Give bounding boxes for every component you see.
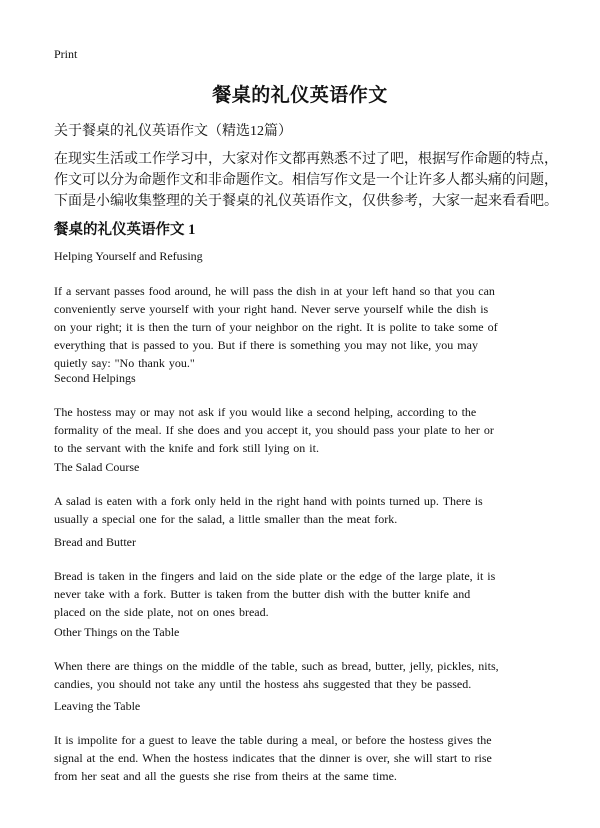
intro-paragraph (54, 149, 558, 212)
section-other-things (54, 625, 550, 693)
section-heading: The Salad Course (54, 460, 140, 474)
paragraph-line: usually a special one for the salad, a little smaller than the meat fork. (54, 512, 398, 526)
paragraph-line: The hostess may or may not ask if you would like a second helping, according to the (54, 405, 477, 419)
section-helping-yourself (54, 249, 550, 372)
paragraph-line: If a servant passes food around, he will pass the dish in at your left hand so that you can (54, 284, 495, 298)
section-heading: Second Helpings (54, 371, 136, 385)
paragraph-line: Bread is taken in the fingers and laid on the side plate or the edge of the large plate, it is (54, 569, 496, 583)
section-salad-course (54, 460, 550, 528)
section-bread-butter (54, 535, 550, 621)
paragraph-line: on your right; it is then the turn of your neighbor on the right. It is polite to take some of (54, 320, 498, 334)
section-paragraph (54, 492, 548, 528)
section-heading: Bread and Butter (54, 535, 136, 549)
paragraph-line: from her seat and all the guests she rise from theirs at the same time. (54, 769, 397, 783)
print-label: Print (54, 47, 78, 61)
paragraph-line: It is impolite for a guest to leave the table during a meal, or before the hostess gives the (54, 733, 492, 747)
page-subtitle: 关于餐桌的礼仪英语作文（精选12篇） (54, 124, 292, 139)
paragraph-line: quietly say: "No thank you." (54, 356, 195, 370)
paragraph-line: conveniently serve yourself with your right hand. Never serve yourself while the dish is (54, 302, 489, 316)
paragraph-line: everything that is passed to you. But if there is something you may not like, you may (54, 338, 478, 352)
intro-line: 作文可以分为命题作文和非命题作文。相信写作文是一个让许多人都头痛的问题， (54, 173, 558, 188)
section-heading: Leaving the Table (54, 699, 141, 713)
essay-heading: 餐桌的礼仪英语作文 1 (54, 222, 196, 238)
intro-line: 下面是小编收集整理的关于餐桌的礼仪英语作文，仅供参考，大家一起来看看吧。 (54, 194, 558, 209)
paragraph-line: signal at the end. When the hostess indicates that the dinner is over, she will start to rise (54, 751, 492, 765)
paragraph-line: When there are things on the middle of the table, such as bread, butter, jelly, pickles, nits, (54, 659, 499, 673)
section-leaving-table (54, 699, 550, 785)
paragraph-line: A salad is eaten with a fork only held in the right hand with points turned up. There is (54, 494, 483, 508)
intro-line: 在现实生活或工作学习中，大家对作文都再熟悉不过了吧，根据写作命题的特点， (54, 152, 558, 167)
page-title: 餐桌的礼仪英语作文 (212, 85, 388, 106)
paragraph-line: candies, you should not take any until the hostess ahs suggested that they be passed. (54, 677, 472, 691)
section-second-helpings (54, 371, 550, 457)
paragraph-line: to the servant with the knife and fork still lying on it. (54, 441, 319, 455)
section-heading: Helping Yourself and Refusing (54, 249, 203, 263)
section-paragraph (54, 731, 548, 785)
section-heading: Other Things on the Table (54, 625, 180, 639)
section-paragraph (54, 567, 548, 621)
paragraph-line: placed on the side plate, not on ones bread. (54, 605, 269, 619)
paragraph-line: formality of the meal. If she does and you accept it, you should pass your plate to her or (54, 423, 494, 437)
section-paragraph (54, 282, 548, 372)
paragraph-line: never take with a fork. Butter is taken from the butter dish with the butter knife and (54, 587, 471, 601)
section-paragraph (54, 657, 548, 693)
section-paragraph (54, 403, 548, 457)
